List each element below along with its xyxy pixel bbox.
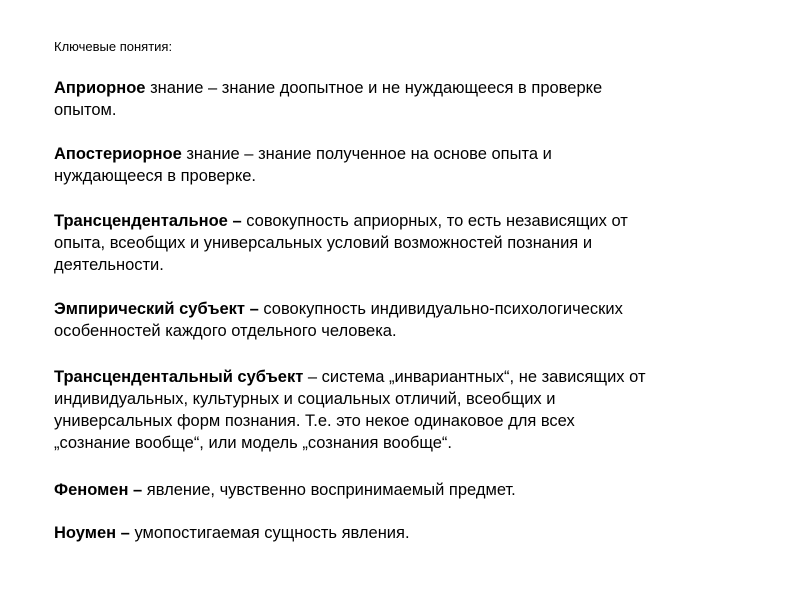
slide-heading: Ключевые понятия: (54, 39, 173, 54)
term-empirical-subject: Эмпирический субъект – (54, 300, 259, 318)
definition-text-transcendental: совокупность априорных, то есть независящих от опыта, всеобщих и универсальных условий возможностей познания и деятельности. (54, 212, 628, 274)
term-transcendental-subject: Трансцендентальный субъект (54, 368, 304, 386)
term-noumenon: Ноумен – (54, 524, 130, 542)
definition-aposteriori (54, 143, 784, 187)
definition-text-transcendental-subject: – система „инвариантных“, не зависящих от индивидуальных, культурных и социальных отличий, всеобщих и универсальных форм познания. Т.е. это некое одинаковое для всех „сознание вообще“, или модель „сознания вообще“. (54, 368, 646, 452)
definition-text-empirical-subject: совокупность индивидуально-психологических особенностей каждого отдельного человека. (54, 300, 623, 340)
term-transcendental: Трансцендентальное – (54, 212, 242, 230)
definition-phenomenon (54, 479, 784, 501)
definition-transcendental-subject (54, 366, 784, 454)
term-aposteriori: Апостериорное (54, 145, 182, 163)
definition-apriori (54, 77, 784, 121)
term-apriori: Априорное (54, 79, 146, 97)
definition-transcendental (54, 210, 784, 276)
definition-text-phenomenon: явление, чувственно воспринимаемый предмет. (142, 481, 516, 499)
definition-empirical-subject (54, 298, 784, 342)
definition-text-apriori: знание – знание доопытное и не нуждающееся в проверке опытом. (54, 79, 603, 119)
definition-text-noumenon: умопостигаемая сущность явления. (129, 524, 410, 542)
definition-text-aposteriori: знание – знание полученное на основе опыта и нуждающееся в проверке. (54, 145, 552, 185)
definition-noumenon (54, 522, 784, 544)
term-phenomenon: Феномен – (54, 481, 143, 499)
